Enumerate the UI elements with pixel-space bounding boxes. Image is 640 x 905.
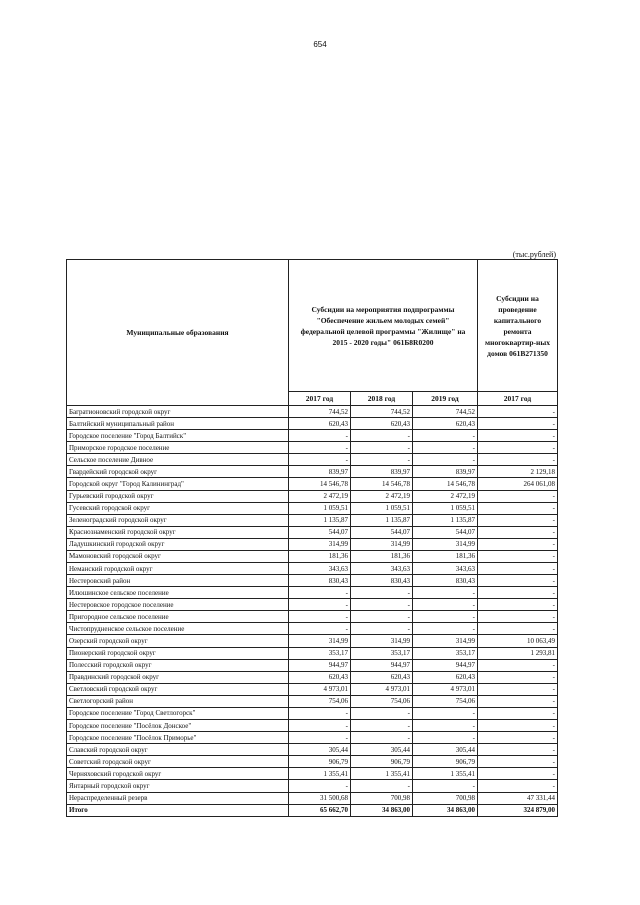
value-cell: - [289, 430, 351, 442]
table-row [67, 707, 558, 719]
municipality-name-cell: Нестеровское городское поселение [67, 599, 289, 611]
municipality-name-cell: Балтийский муниципальный район [67, 418, 289, 430]
value-cell: - [413, 720, 478, 732]
value-cell: - [478, 430, 558, 442]
value-cell: - [478, 683, 558, 695]
value-cell: - [413, 707, 478, 719]
municipality-name-cell: Гвардейский городской округ [67, 466, 289, 478]
value-cell: 34 863,00 [351, 804, 413, 816]
municipality-name-cell: Советский городской округ [67, 756, 289, 768]
value-cell: 1 355,41 [413, 768, 478, 780]
table-row [67, 744, 558, 756]
value-cell: 2 472,19 [289, 490, 351, 502]
total-row [67, 804, 558, 816]
value-cell: 1 059,51 [289, 502, 351, 514]
value-cell: - [351, 587, 413, 599]
value-cell: 830,43 [289, 575, 351, 587]
value-cell: - [478, 623, 558, 635]
value-cell: 14 546,78 [351, 478, 413, 490]
table-row [67, 635, 558, 647]
value-cell: 2 129,18 [478, 466, 558, 478]
value-cell: 343,63 [351, 563, 413, 575]
value-cell: - [478, 732, 558, 744]
value-cell: 906,79 [289, 756, 351, 768]
municipality-name-cell: Городской округ "Город Калининград" [67, 478, 289, 490]
table-row [67, 430, 558, 442]
table-row [67, 418, 558, 430]
table-row [67, 647, 558, 659]
value-cell: - [478, 720, 558, 732]
table-body [67, 406, 558, 817]
table-row [67, 538, 558, 550]
value-cell: 944,97 [413, 659, 478, 671]
value-cell: - [289, 720, 351, 732]
value-cell: - [289, 623, 351, 635]
value-cell: - [478, 587, 558, 599]
municipality-name-cell: Черняховский городской округ [67, 768, 289, 780]
table-row [67, 490, 558, 502]
year-header: 2019 год [413, 392, 478, 406]
value-cell: 314,99 [413, 635, 478, 647]
municipality-name-cell: Неманский городской округ [67, 563, 289, 575]
value-cell: - [413, 780, 478, 792]
table-row [67, 720, 558, 732]
value-cell: 620,43 [351, 671, 413, 683]
value-cell: - [478, 695, 558, 707]
value-cell: 2 472,19 [413, 490, 478, 502]
value-cell: 31 500,68 [289, 792, 351, 804]
municipality-name-cell: Илюшинское сельское поселение [67, 587, 289, 599]
value-cell: 906,79 [413, 756, 478, 768]
value-cell: - [289, 599, 351, 611]
value-cell: 1 059,51 [413, 502, 478, 514]
value-cell: - [351, 454, 413, 466]
value-cell: 34 863,00 [413, 804, 478, 816]
value-cell: - [478, 780, 558, 792]
value-cell: - [478, 744, 558, 756]
municipality-name-cell: Багратионовский городской округ [67, 406, 289, 418]
value-cell: - [351, 442, 413, 454]
value-cell: - [413, 599, 478, 611]
value-cell: - [478, 671, 558, 683]
value-cell: - [478, 502, 558, 514]
municipality-name-cell: Зеленоградский городской округ [67, 514, 289, 526]
table-row [67, 683, 558, 695]
value-cell: - [478, 768, 558, 780]
value-cell: 544,07 [351, 526, 413, 538]
page-number: 654 [313, 40, 327, 49]
value-cell: 47 331,44 [478, 792, 558, 804]
value-cell: 1 135,87 [413, 514, 478, 526]
value-cell: 839,97 [289, 466, 351, 478]
value-cell: 314,99 [351, 635, 413, 647]
value-cell: 314,99 [289, 538, 351, 550]
value-cell: 4 973,01 [351, 683, 413, 695]
value-cell: - [478, 538, 558, 550]
value-cell: 314,99 [351, 538, 413, 550]
table-row [67, 732, 558, 744]
value-cell: 1 293,81 [478, 647, 558, 659]
value-cell: 353,17 [289, 647, 351, 659]
value-cell: 343,63 [413, 563, 478, 575]
value-cell: - [478, 514, 558, 526]
value-cell: 839,97 [351, 466, 413, 478]
value-cell: 264 061,08 [478, 478, 558, 490]
value-cell: - [478, 454, 558, 466]
year-header: 2017 год [478, 392, 558, 406]
municipality-name-cell: Правдинский городской округ [67, 671, 289, 683]
units-label: (тыс.рублей) [512, 250, 556, 259]
table-row [67, 695, 558, 707]
value-cell: - [289, 442, 351, 454]
table-row [67, 550, 558, 562]
value-cell: - [478, 563, 558, 575]
municipality-name-cell: Светловский городской округ [67, 683, 289, 695]
value-cell: 754,06 [351, 695, 413, 707]
value-cell: - [351, 780, 413, 792]
municipality-name-cell: Городское поселение "Город Балтийск" [67, 430, 289, 442]
value-cell: 1 135,87 [351, 514, 413, 526]
value-cell: 4 973,01 [413, 683, 478, 695]
value-cell: 544,07 [413, 526, 478, 538]
municipality-name-cell: Сельское поселение Дивное [67, 454, 289, 466]
municipality-name-cell: Чистопрудненское сельское поселение [67, 623, 289, 635]
value-cell: - [413, 442, 478, 454]
value-cell: 314,99 [413, 538, 478, 550]
value-cell: - [413, 430, 478, 442]
table-row [67, 514, 558, 526]
table-row [67, 623, 558, 635]
table-row [67, 611, 558, 623]
value-cell: 544,07 [289, 526, 351, 538]
value-cell: 620,43 [289, 671, 351, 683]
municipality-name-cell: Полесский городской округ [67, 659, 289, 671]
value-cell: 754,06 [289, 695, 351, 707]
municipality-name-cell: Пригородное сельское поселение [67, 611, 289, 623]
value-cell: - [478, 599, 558, 611]
value-cell: 754,06 [413, 695, 478, 707]
value-cell: - [351, 732, 413, 744]
value-cell: 620,43 [351, 418, 413, 430]
value-cell: - [289, 611, 351, 623]
value-cell: - [478, 611, 558, 623]
municipality-name-cell: Городское поселение "Город Светлогорск" [67, 707, 289, 719]
value-cell: 2 472,19 [351, 490, 413, 502]
subsidy2-header: Субсидии на проведение капитального ремонта многоквартир-ных домов 061В271350 [478, 260, 558, 392]
value-cell: 181,36 [351, 550, 413, 562]
value-cell: 305,44 [289, 744, 351, 756]
value-cell: - [478, 707, 558, 719]
value-cell: 1 059,51 [351, 502, 413, 514]
value-cell: 14 546,78 [289, 478, 351, 490]
municipality-name-cell: Гусевский городской округ [67, 502, 289, 514]
municipality-name-cell: Пионерский городской округ [67, 647, 289, 659]
value-cell: 181,36 [289, 550, 351, 562]
value-cell: 305,44 [351, 744, 413, 756]
value-cell: - [478, 490, 558, 502]
table-row [67, 466, 558, 478]
value-cell: - [478, 550, 558, 562]
value-cell: 944,97 [351, 659, 413, 671]
value-cell: - [478, 442, 558, 454]
year-header: 2017 год [289, 392, 351, 406]
value-cell: 620,43 [413, 418, 478, 430]
value-cell: - [289, 587, 351, 599]
municipality-name-cell: Гурьевский городской округ [67, 490, 289, 502]
value-cell: - [289, 454, 351, 466]
subsidy-table [66, 259, 558, 817]
value-cell: 343,63 [289, 563, 351, 575]
table-row [67, 659, 558, 671]
value-cell: 744,52 [413, 406, 478, 418]
value-cell: - [413, 587, 478, 599]
municipality-name-cell: Городское поселение "Посёлок Донское" [67, 720, 289, 732]
value-cell: - [351, 599, 413, 611]
value-cell: 839,97 [413, 466, 478, 478]
municipality-name-cell: Славский городской округ [67, 744, 289, 756]
value-cell: - [478, 406, 558, 418]
value-cell: - [289, 780, 351, 792]
value-cell: - [413, 454, 478, 466]
municipality-name-cell: Озерский городской округ [67, 635, 289, 647]
value-cell: - [478, 418, 558, 430]
value-cell: 620,43 [413, 671, 478, 683]
table-row [67, 768, 558, 780]
value-cell: 324 879,00 [478, 804, 558, 816]
value-cell: 830,43 [351, 575, 413, 587]
table-row [67, 599, 558, 611]
value-cell: - [351, 623, 413, 635]
table-row [67, 671, 558, 683]
year-header: 2018 год [351, 392, 413, 406]
value-cell: 305,44 [413, 744, 478, 756]
value-cell: 620,43 [289, 418, 351, 430]
subsidy1-header: Субсидии на мероприятия подпрограммы "Обеспечение жильем молодых семей" федеральной целевой программы "Жилище" на 2015 - 2020 годы" 061Б8R0200 [289, 260, 478, 392]
value-cell: - [289, 732, 351, 744]
table-row [67, 563, 558, 575]
value-cell: - [351, 720, 413, 732]
value-cell: - [351, 707, 413, 719]
value-cell: - [478, 756, 558, 768]
table-row [67, 454, 558, 466]
municipal-header: Муниципальные образования [67, 260, 289, 406]
table-row [67, 502, 558, 514]
municipality-name-cell: Ладушкинский городской округ [67, 538, 289, 550]
value-cell: - [478, 659, 558, 671]
value-cell: 830,43 [413, 575, 478, 587]
table-row [67, 478, 558, 490]
municipality-name-cell: Нераспределенный резерв [67, 792, 289, 804]
table-row [67, 587, 558, 599]
value-cell: 700,98 [351, 792, 413, 804]
municipality-name-cell: Янтарный городской округ [67, 780, 289, 792]
value-cell: 353,17 [351, 647, 413, 659]
value-cell: 4 973,01 [289, 683, 351, 695]
value-cell: 14 546,78 [413, 478, 478, 490]
municipality-name-cell: Итого [67, 804, 289, 816]
municipality-name-cell: Нестеровский район [67, 575, 289, 587]
value-cell: - [413, 623, 478, 635]
value-cell: - [413, 611, 478, 623]
value-cell: - [478, 526, 558, 538]
value-cell: - [289, 707, 351, 719]
table-row [67, 406, 558, 418]
table-row [67, 575, 558, 587]
table-row [67, 756, 558, 768]
table-row [67, 526, 558, 538]
value-cell: - [351, 611, 413, 623]
value-cell: 1 135,87 [289, 514, 351, 526]
value-cell: 65 662,70 [289, 804, 351, 816]
value-cell: - [413, 732, 478, 744]
value-cell: 906,79 [351, 756, 413, 768]
value-cell: 700,98 [413, 792, 478, 804]
municipality-name-cell: Городское поселение "Посёлок Приморье" [67, 732, 289, 744]
municipality-name-cell: Мамоновский городской округ [67, 550, 289, 562]
value-cell: 314,99 [289, 635, 351, 647]
value-cell: - [351, 430, 413, 442]
value-cell: 1 355,41 [289, 768, 351, 780]
table-row [67, 442, 558, 454]
table-row [67, 792, 558, 804]
value-cell: 10 063,49 [478, 635, 558, 647]
value-cell: - [478, 575, 558, 587]
value-cell: 353,17 [413, 647, 478, 659]
municipality-name-cell: Приморское городское поселение [67, 442, 289, 454]
value-cell: 744,52 [351, 406, 413, 418]
table-row [67, 780, 558, 792]
value-cell: 181,36 [413, 550, 478, 562]
value-cell: 944,97 [289, 659, 351, 671]
value-cell: 1 355,41 [351, 768, 413, 780]
municipality-name-cell: Светлогорский район [67, 695, 289, 707]
value-cell: 744,52 [289, 406, 351, 418]
municipality-name-cell: Краснознаменский городской округ [67, 526, 289, 538]
